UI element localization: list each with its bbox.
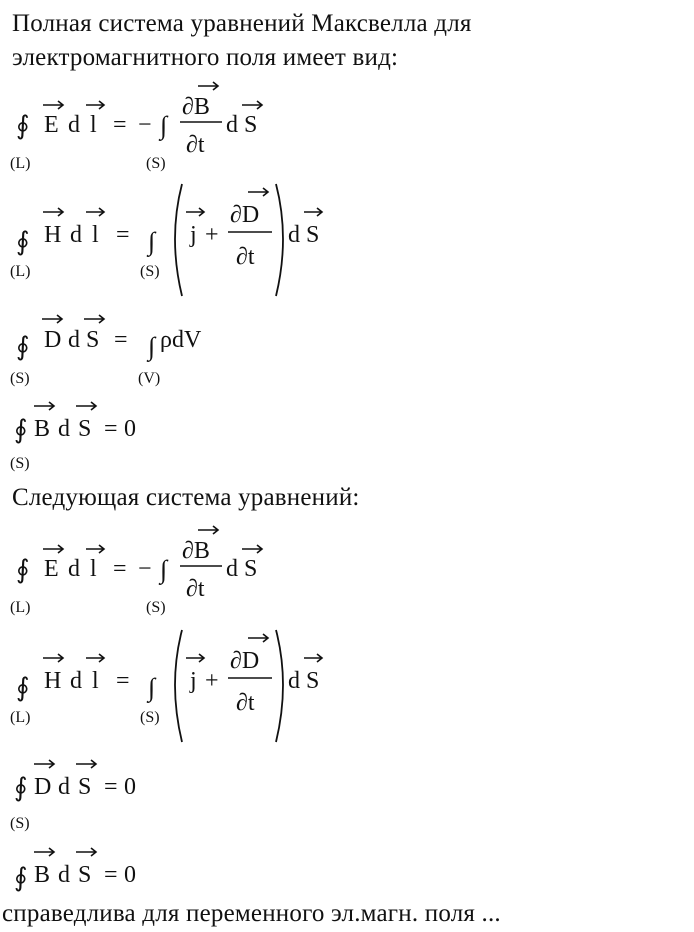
vector-arrow bbox=[34, 402, 54, 410]
fraction-denominator: ∂t bbox=[186, 132, 205, 158]
element-s: S bbox=[78, 862, 92, 888]
contour-integral-sign: ∮ bbox=[16, 111, 30, 140]
equation-faraday-2 bbox=[0, 522, 300, 627]
vector-arrow bbox=[198, 526, 218, 534]
equation-ampere-1 bbox=[0, 180, 340, 305]
vector-arrow bbox=[304, 208, 322, 216]
field-h: H bbox=[44, 668, 62, 694]
differential-d: d bbox=[68, 327, 80, 353]
field-b: B bbox=[34, 416, 51, 442]
differential-d: d bbox=[226, 112, 238, 138]
surface-integral-sign: ∫ bbox=[148, 227, 156, 256]
volume-label: (V) bbox=[138, 370, 161, 387]
fraction-denominator: ∂t bbox=[236, 690, 255, 716]
plus-sign: + bbox=[205, 668, 219, 694]
vector-arrow bbox=[84, 315, 104, 323]
element-s: S bbox=[86, 327, 100, 353]
contour-integral-sign: ∮ bbox=[16, 227, 30, 256]
surface-label: (S) bbox=[140, 709, 160, 726]
fraction-numerator: ∂B bbox=[182, 538, 210, 564]
surface-label: (S) bbox=[146, 599, 166, 616]
differential-d: d bbox=[68, 556, 80, 582]
equals-sign: = bbox=[114, 327, 128, 353]
plus-sign: + bbox=[205, 222, 219, 248]
equals-sign: = bbox=[104, 416, 118, 442]
minus-sign: − bbox=[138, 556, 152, 582]
fraction-numerator: ∂D bbox=[230, 648, 260, 674]
element-l: l bbox=[90, 556, 97, 582]
differential-d: d bbox=[68, 112, 80, 138]
equation-gauss-d-full bbox=[0, 305, 260, 400]
element-l: l bbox=[90, 112, 97, 138]
surface-label: (S) bbox=[146, 155, 166, 172]
vector-arrow bbox=[76, 760, 96, 768]
surface-integral-sign: ∮ bbox=[14, 415, 28, 444]
left-parenthesis bbox=[175, 630, 182, 742]
vector-arrow bbox=[86, 545, 104, 553]
vector-arrow bbox=[86, 101, 104, 109]
left-parenthesis bbox=[175, 184, 182, 296]
differential-d: d bbox=[288, 222, 300, 248]
minus-sign: − bbox=[138, 112, 152, 138]
contour-label: (L) bbox=[10, 599, 31, 616]
surface-integral-sign: ∫ bbox=[160, 111, 168, 140]
vector-arrow bbox=[242, 101, 262, 109]
right-parenthesis bbox=[276, 630, 283, 742]
vector-arrow bbox=[34, 760, 54, 768]
middle-text: Следующая система уравнений: bbox=[12, 484, 360, 511]
element-s: S bbox=[306, 222, 320, 248]
field-b: B bbox=[34, 862, 51, 888]
surface-integral-sign: ∫ bbox=[148, 673, 156, 702]
current-density-j: j bbox=[190, 222, 197, 248]
current-density-j: j bbox=[190, 668, 197, 694]
equals-sign: = bbox=[113, 112, 127, 138]
vector-arrow bbox=[42, 315, 62, 323]
fraction-numerator: ∂B bbox=[182, 94, 210, 120]
heading-line-1: Полная система уравнений Максвелла для bbox=[12, 10, 472, 37]
vector-arrow bbox=[76, 848, 96, 856]
field-e: E bbox=[44, 112, 59, 138]
right-parenthesis bbox=[276, 184, 283, 296]
differential-d: d bbox=[58, 862, 70, 888]
contour-integral-sign: ∮ bbox=[16, 673, 30, 702]
equation-faraday-1 bbox=[0, 80, 300, 185]
field-h: H bbox=[44, 222, 62, 248]
fraction-denominator: ∂t bbox=[236, 244, 255, 270]
vector-arrow bbox=[86, 654, 104, 662]
equals-sign: = bbox=[116, 222, 130, 248]
rho-dv: ρdV bbox=[160, 327, 202, 353]
differential-d: d bbox=[70, 222, 82, 248]
element-s: S bbox=[78, 416, 92, 442]
vector-arrow bbox=[242, 545, 262, 553]
equation-gauss-b-second bbox=[0, 842, 200, 905]
element-l: l bbox=[92, 222, 99, 248]
equals-sign: = bbox=[104, 862, 118, 888]
differential-d: d bbox=[70, 668, 82, 694]
vector-arrow bbox=[43, 101, 63, 109]
vector-arrow bbox=[248, 634, 268, 642]
equation-gauss-d-zero bbox=[0, 752, 200, 839]
volume-integral-sign: ∫ bbox=[148, 332, 156, 361]
surface-integral-sign: ∫ bbox=[160, 555, 168, 584]
vector-arrow bbox=[248, 188, 268, 196]
element-s: S bbox=[306, 668, 320, 694]
vector-arrow bbox=[76, 402, 96, 410]
vector-arrow bbox=[43, 545, 63, 553]
heading-line-2: электромагнитного поля имеет вид: bbox=[12, 44, 399, 71]
fraction-numerator: ∂D bbox=[230, 202, 260, 228]
contour-label: (L) bbox=[10, 263, 31, 280]
element-l: l bbox=[92, 668, 99, 694]
zero: 0 bbox=[124, 416, 136, 442]
vector-arrow bbox=[43, 654, 63, 662]
vector-arrow bbox=[43, 208, 63, 216]
footer-text: справедлива для переменного эл.магн. поля ... bbox=[2, 900, 501, 927]
differential-d: d bbox=[58, 774, 70, 800]
element-s: S bbox=[244, 112, 258, 138]
equals-sign: = bbox=[104, 774, 118, 800]
surface-label: (S) bbox=[10, 455, 30, 472]
differential-d: d bbox=[58, 416, 70, 442]
element-s: S bbox=[244, 556, 258, 582]
surface-label: (S) bbox=[140, 263, 160, 280]
zero: 0 bbox=[124, 774, 136, 800]
field-d: D bbox=[34, 774, 52, 800]
vector-arrow bbox=[304, 654, 322, 662]
vector-arrow bbox=[186, 654, 204, 662]
vector-arrow bbox=[34, 848, 54, 856]
vector-arrow bbox=[86, 208, 104, 216]
surface-label: (S) bbox=[10, 815, 30, 832]
equals-sign: = bbox=[113, 556, 127, 582]
equation-ampere-2 bbox=[0, 626, 340, 751]
surface-integral-sign: ∮ bbox=[14, 773, 28, 802]
surface-integral-sign: ∮ bbox=[14, 863, 28, 892]
contour-label: (L) bbox=[10, 155, 31, 172]
equation-gauss-b-full bbox=[0, 396, 200, 481]
contour-integral-sign: ∮ bbox=[16, 555, 30, 584]
vector-arrow bbox=[198, 82, 218, 90]
element-s: S bbox=[78, 774, 92, 800]
differential-d: d bbox=[288, 668, 300, 694]
field-d: D bbox=[44, 327, 62, 353]
vector-arrow bbox=[186, 208, 204, 216]
surface-integral-sign: ∮ bbox=[16, 332, 30, 361]
zero: 0 bbox=[124, 862, 136, 888]
equals-sign: = bbox=[116, 668, 130, 694]
differential-d: d bbox=[226, 556, 238, 582]
surface-label: (S) bbox=[10, 370, 30, 387]
fraction-denominator: ∂t bbox=[186, 576, 205, 602]
contour-label: (L) bbox=[10, 709, 31, 726]
field-e: E bbox=[44, 556, 59, 582]
